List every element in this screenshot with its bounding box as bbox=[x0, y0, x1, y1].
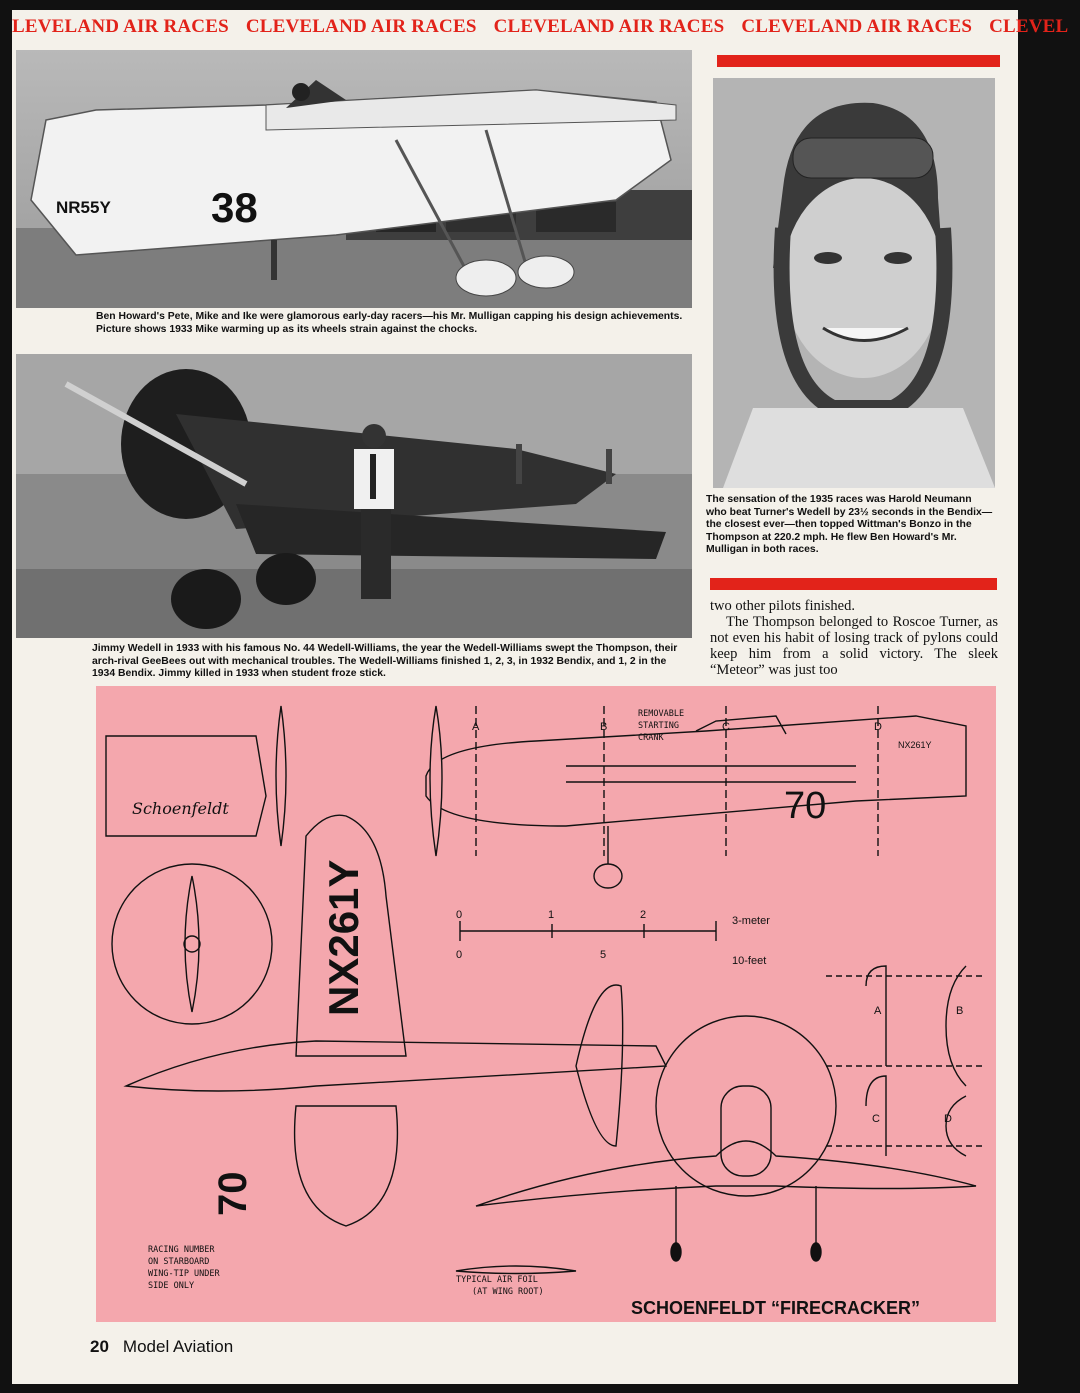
section-label: A bbox=[874, 1005, 882, 1017]
racing-note-line: SIDE ONLY bbox=[148, 1281, 195, 1291]
section-b bbox=[946, 966, 966, 1086]
airfoil-note-line: (AT WING ROOT) bbox=[472, 1287, 544, 1297]
airfoil-note-line: TYPICAL AIR FOIL bbox=[456, 1275, 538, 1285]
page-footer bbox=[90, 1337, 233, 1357]
scale-tick: 0 bbox=[456, 909, 463, 921]
three-view-plan bbox=[96, 686, 996, 1322]
propeller-disc bbox=[112, 864, 272, 1024]
side-registration: NX261Y bbox=[898, 740, 932, 750]
wing-registration: NX261Y bbox=[320, 859, 367, 1016]
photo-race-number: 38 bbox=[211, 184, 258, 231]
racing-note-line: WING-TIP UNDER bbox=[148, 1269, 220, 1279]
front-view-disc bbox=[656, 1016, 836, 1196]
station-label: A bbox=[472, 721, 480, 733]
scale-tick: 1 bbox=[548, 909, 555, 921]
red-rule-bottom bbox=[710, 578, 997, 590]
caption-howard: Ben Howard's Pete, Mike and Ike were glamorous early-day racers—his Mr. Mulligan capping his design achievements. Picture shows 1933 Mike warming up as its wheels strain against the chocks. bbox=[96, 311, 683, 335]
magazine-page bbox=[12, 10, 1069, 1384]
article-text bbox=[710, 598, 998, 678]
photo-harold-neumann bbox=[713, 78, 995, 488]
side-view-drawing bbox=[426, 716, 966, 826]
crank-label-line: CRANK bbox=[638, 733, 664, 743]
racing-note-line: RACING NUMBER bbox=[148, 1245, 215, 1255]
photo-wedell-williams bbox=[16, 354, 692, 638]
photo-howard-racer bbox=[16, 50, 692, 308]
banner-item: LEVELAND AIR RACES bbox=[12, 16, 229, 37]
wing-race-number: 70 bbox=[211, 1171, 255, 1216]
station-label: C bbox=[722, 721, 730, 733]
banner-item: CLEVELAND AIR RACES bbox=[741, 16, 973, 37]
caption-wedell: Jimmy Wedell in 1933 with his famous No. 44 Wedell-Williams, the year the Wedell-Williams swept the Thompson, their arch-rival GeeBees out with mechanical troubles. The Wedell-Williams finished 1, 2, 3, in 1932 Bendix, and 1, 2 in the 1934 Bendix. Jimmy killed in 1933 when student froze stick. bbox=[92, 643, 678, 680]
banner-item: CLEVEL bbox=[989, 16, 1069, 37]
photo-registration: NR55Y bbox=[56, 198, 111, 217]
banner-item: CLEVELAND AIR RACES bbox=[245, 16, 477, 37]
section-label: C bbox=[872, 1113, 880, 1125]
scale-tick: 0 bbox=[456, 949, 463, 961]
scale-tick: 5 bbox=[600, 949, 607, 961]
cowl-logo-text: Schoenfeldt bbox=[132, 799, 229, 818]
crank-label-line: REMOVABLE bbox=[638, 709, 685, 719]
scale-unit: 3-meter bbox=[732, 915, 770, 927]
scale-unit: 10-feet bbox=[732, 955, 767, 967]
header-banner bbox=[12, 16, 1069, 44]
section-label: B bbox=[956, 1005, 964, 1017]
page-number: 20 bbox=[90, 1337, 109, 1356]
station-label: D bbox=[874, 721, 882, 733]
article-line: two other pilots finished. bbox=[710, 598, 855, 614]
racing-note-line: ON STARBOARD bbox=[148, 1257, 210, 1267]
caption-neumann: The sensation of the 1935 races was Harold Neumann who beat Turner's Wedell by 23½ seconds in the Bendix—the closest ever—then topped Wittman's Bonzo in the Thompson at 220.2 mph. He flew Ben Howard's Mr. Mulligan in both races. bbox=[706, 494, 993, 556]
scale-tick: 2 bbox=[640, 909, 647, 921]
side-race-number: 70 bbox=[784, 785, 827, 827]
article-paragraph: The Thompson belonged to Roscoe Turner, as not even his habit of losing track of pylons could keep him from a solid victory. The sleek “Meteor” was just too bbox=[710, 614, 998, 678]
station-label: B bbox=[600, 721, 608, 733]
plan-title: SCHOENFELDT “FIRECRACKER” bbox=[631, 1298, 921, 1318]
red-rule-top bbox=[717, 55, 1000, 67]
section-d bbox=[946, 1096, 966, 1156]
section-label: D bbox=[944, 1113, 952, 1125]
banner-item: CLEVELAND AIR RACES bbox=[493, 16, 725, 37]
crank-label-line: STARTING bbox=[638, 721, 679, 731]
cowl-front-drawing bbox=[106, 736, 266, 836]
magazine-name: Model Aviation bbox=[122, 1337, 234, 1356]
